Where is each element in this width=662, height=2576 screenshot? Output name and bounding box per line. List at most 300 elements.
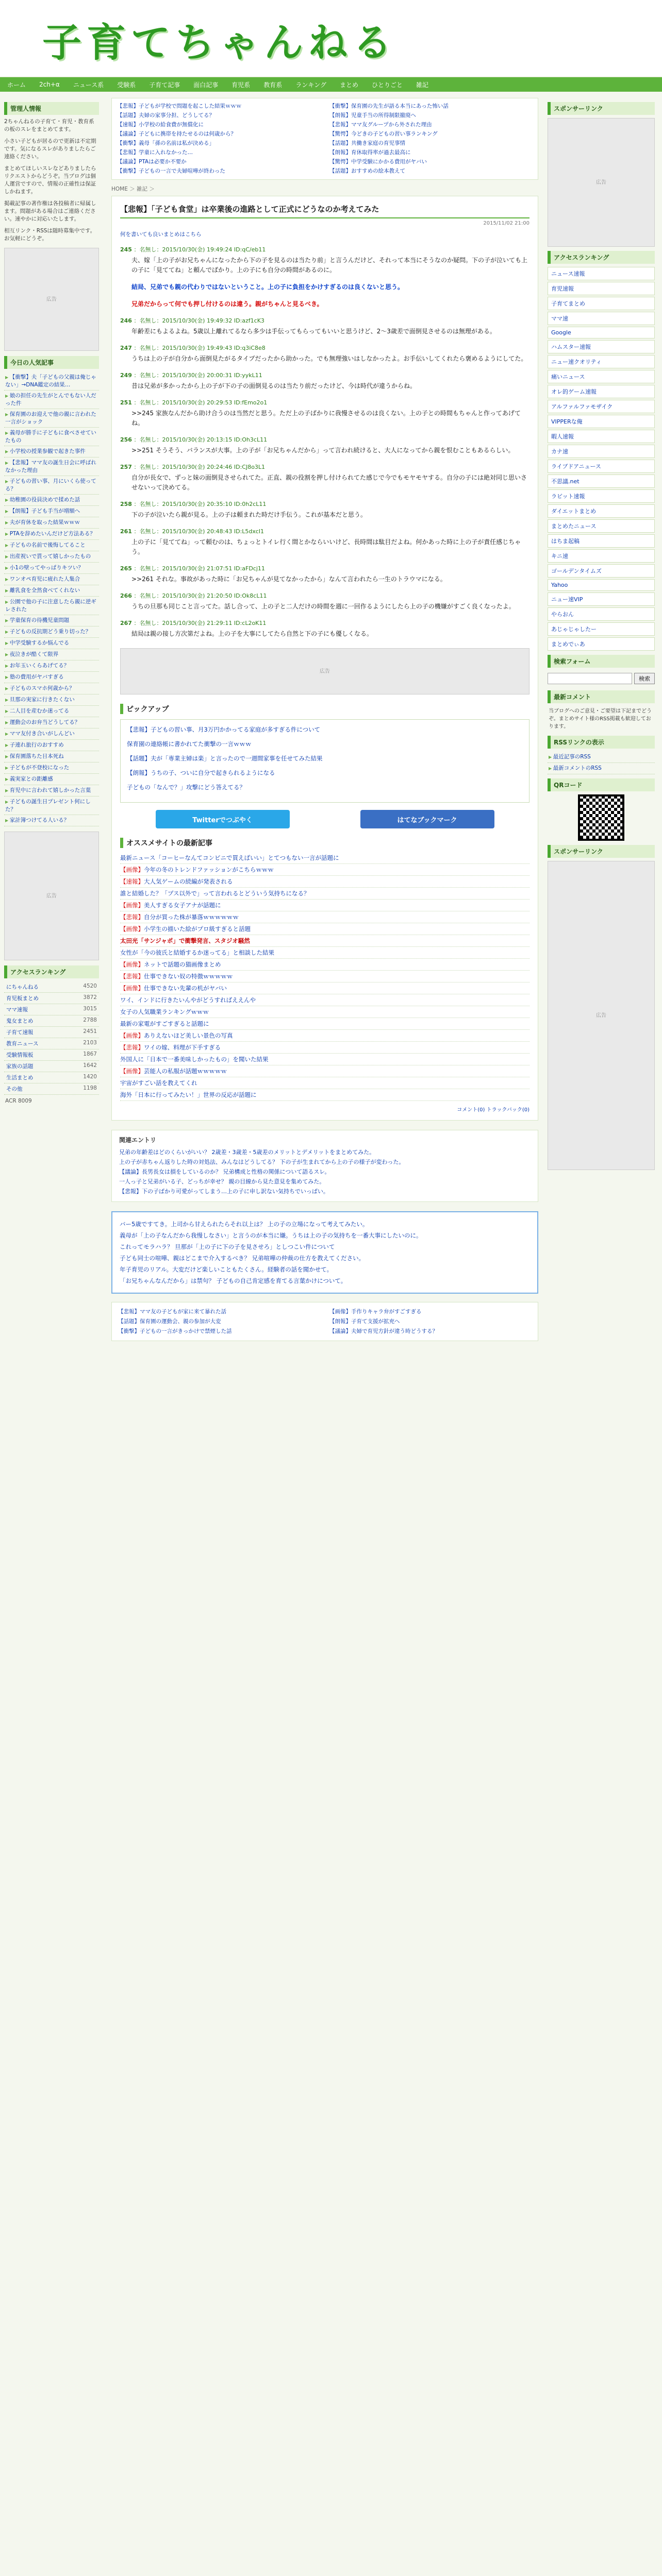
qr-title: QRコード xyxy=(548,778,655,791)
latest-item[interactable]: ▶ 夜泣きが酷くて限界 xyxy=(4,649,99,660)
pickup-item[interactable]: 【話題】夫が「専業主婦は楽」と言ったので一週間家事を任せてみた結果 xyxy=(127,755,323,762)
latest-item[interactable]: ▶ 塾の費用がヤバすぎる xyxy=(4,672,99,683)
latest-item[interactable]: ▶ 子どもが不登校になった xyxy=(4,762,99,774)
mail-text: 当ブログへのご意見・ご要望は下記までどうぞ。まとめサイト様のRSS掲載も歓迎しております。 xyxy=(549,708,652,730)
ad-label: 広告 xyxy=(596,180,606,185)
latest-item[interactable]: ▶ 義実家との距離感 xyxy=(4,774,99,785)
post xyxy=(120,282,529,292)
post-number[interactable]: 251 xyxy=(120,399,132,406)
reco-item[interactable] xyxy=(120,923,529,935)
post-name: 名無し xyxy=(139,528,157,535)
reco-item[interactable] xyxy=(120,852,529,864)
mutual-link[interactable]: アルファルファモザイク xyxy=(548,400,655,413)
rank-item-count: 2451 xyxy=(83,1028,97,1035)
reco-item-text: 最新の家電がすごすぎると話題に xyxy=(120,1020,209,1027)
search-button[interactable]: 検索 xyxy=(634,673,655,684)
post-body: 結局は親の接し方次第だよね。上の子を大事にしてたら自然と下の子にも優しくなる。 xyxy=(131,630,373,637)
latest-item[interactable]: ▶ 小1の壁ってやっぱりキツい？ xyxy=(4,563,99,574)
latest-item[interactable]: ▶ 出産祝いで貰って嬉しかったもの xyxy=(4,551,99,563)
post-body: >>251 そうそう、バランスが大事。上の子が「お兄ちゃんだから」って言われ続けると、大人になってから親を恨むこともあるらしい。 xyxy=(131,447,515,454)
post-body: >>245 家族なんだから助け合うのは当然だと思う。ただ上の子ばかりに我慢させるのは良くない。上の子との時間もちゃんと作ってあげてね。 xyxy=(131,410,521,427)
post xyxy=(120,299,529,309)
profile-text xyxy=(4,118,99,243)
post-header: 257 ：名無し：2015/10/30(金) 20:24:46 ID:CJ8o3L1 xyxy=(120,464,266,470)
mutual-link[interactable]: Google xyxy=(548,327,655,338)
reco-item[interactable] xyxy=(120,982,529,994)
top-link[interactable]: 【悲報】子どもが学校で問題を起こした結果ｗｗｗ xyxy=(117,103,242,109)
reco-item-tag: 【悲報】 xyxy=(120,1044,144,1051)
post-number[interactable]: 267 xyxy=(120,620,132,626)
profile-paragraph: 2ちゃんねるの子育て・育児・教育系の板のスレをまとめてます。 xyxy=(4,118,94,132)
post-header: 246 ：名無し：2015/10/30(金) 19:49:32 ID:azf1cK3 xyxy=(120,317,264,324)
main-content xyxy=(111,98,538,2576)
rank-item-name: 教育ニュース xyxy=(6,1041,39,1047)
related-item[interactable]: 上の子が赤ちゃん返りした時の対処法、みんなはどうしてる？ 下の子が生まれてから上の子の様子が変わった。 xyxy=(119,1159,405,1165)
reco-item-text: 大人気ゲームの続編が発表される xyxy=(144,878,233,885)
rank-item-count: 4520 xyxy=(83,983,97,989)
latest-item[interactable]: ▶ ワンオペ育児に疲れた人集合 xyxy=(4,574,99,585)
latest-item[interactable]: ▶ 保育園落ちた日本死ね xyxy=(4,751,99,762)
nav-item[interactable]: まとめ xyxy=(339,81,358,89)
mutual-link[interactable]: ニュース速報 xyxy=(548,267,655,280)
reco-item[interactable] xyxy=(120,1077,529,1089)
profile-paragraph: 小さい子どもが居るので更新は不定期です。気になるスレがありましたらご連絡ください。 xyxy=(4,138,96,160)
footer-link[interactable]: 【話題】保育園の運動会、親の参加が大変 xyxy=(118,1318,221,1325)
latest-item[interactable]: ▶ 子どもの誕生日プレゼント何にした？ xyxy=(4,796,99,815)
top-link[interactable]: 【議論】PTAは必要か不要か xyxy=(117,159,187,165)
post-name: 名無し xyxy=(139,464,157,470)
pickup-item[interactable]: 子どもの「なんで？」攻撃にどう答えてる？ xyxy=(127,784,245,791)
share-row xyxy=(120,810,529,828)
latest-item[interactable]: ▶ 子連れ旅行のおすすめ xyxy=(4,740,99,751)
rank-item-count: 3872 xyxy=(83,994,97,1001)
reco-item-tag: 【画像】 xyxy=(120,1032,144,1039)
nav-item[interactable]: ランキング xyxy=(295,81,326,89)
mutual-link[interactable]: 暇人速報 xyxy=(548,430,655,443)
mail-title: 最新コメント xyxy=(548,690,655,703)
post-header: 247 ：名無し：2015/10/30(金) 19:49:43 ID:q3iC8e8 xyxy=(120,345,266,351)
pickup-box xyxy=(120,719,529,803)
reco-item[interactable] xyxy=(120,1042,529,1054)
twitter-share-button[interactable]: Twitterでつぶやく xyxy=(156,810,290,828)
ad-label: 広告 xyxy=(596,1013,606,1019)
post xyxy=(120,316,529,336)
latest-item[interactable]: ▶ 娘の担任の先生がとんでもない人だった件 xyxy=(4,391,99,409)
reco-item-text: 最新ニュース「コーヒーなんてコンビニで買えばいい」とてつもない一言が話題に xyxy=(120,854,339,861)
rank-item[interactable] xyxy=(4,981,99,993)
latest-item[interactable]: ▶ 小学校の授業参観で起きた事件 xyxy=(4,446,99,457)
profile-title: 管理人情報 xyxy=(4,102,99,115)
post xyxy=(120,435,529,455)
reco-item[interactable] xyxy=(120,888,529,900)
reco-item[interactable] xyxy=(120,911,529,923)
post-date: 2015/10/30(金) 20:29:53 ID:fEmo2o1 xyxy=(162,399,268,406)
misc-link[interactable]: 何を書いても良いまとめはこちら xyxy=(120,231,202,238)
footer-link[interactable]: 【議論】夫婦で育児方針が違う時どうする？ xyxy=(329,1328,438,1334)
ad-label: 広告 xyxy=(46,297,57,302)
post xyxy=(120,398,529,428)
footer-link-grid xyxy=(111,1302,538,1341)
rank-item[interactable] xyxy=(4,1038,99,1049)
blue-panel-item[interactable]: 子ども同士の喧嘩、親はどこまで介入するべき？ 兄弟喧嘩の仲裁の仕方を教えてください。 xyxy=(120,1255,365,1262)
post xyxy=(120,527,529,557)
mutual-link[interactable]: ライブドアニュース xyxy=(548,460,655,473)
nav-item[interactable]: 雑記 xyxy=(416,81,428,89)
post-number[interactable]: 265 xyxy=(120,565,132,572)
latest-item[interactable]: ▶ ママ友付き合いがしんどい xyxy=(4,728,99,740)
profile-paragraph: 掲載記事の著作権は各投稿者に帰属します。問題がある場合はご連絡ください。速やかに対応いたします。 xyxy=(4,200,96,222)
post-number[interactable]: 261 xyxy=(120,528,132,535)
post xyxy=(120,619,529,639)
post-number[interactable]: 246 xyxy=(120,317,132,324)
blue-panel-item[interactable]: 「お兄ちゃんなんだから」は禁句？ 子どもの自己肯定感を育てる言葉かけについて。 xyxy=(120,1277,347,1284)
rank-item-name: 子育て速報 xyxy=(6,1029,34,1036)
post-number[interactable]: 258 xyxy=(120,501,132,507)
latest-title: 今日の人気記事 xyxy=(4,356,99,369)
mutual-link[interactable]: カナ速 xyxy=(548,445,655,458)
reco-item-text: 小学生の描いた絵がプロ級すぎると話題 xyxy=(144,925,251,933)
reco-item-text: 外国人に「日本で一番美味しかったもの」を聞いた結果 xyxy=(120,1056,269,1063)
related-item[interactable]: 兄弟の年齢差はどのくらいがいい？ 2歳差・3歳差・5歳差のメリットとデメリットをまとめてみた。 xyxy=(119,1149,375,1156)
post-date: 2015/10/30(金) 20:00:31 ID:yykL11 xyxy=(162,372,262,379)
top-link[interactable]: 【悲報】ママ友グループから外された理由 xyxy=(329,122,432,128)
breadcrumb[interactable]: HOME ＞ 雑記 ＞ xyxy=(111,186,155,192)
post-number[interactable]: 257 xyxy=(120,464,132,470)
blue-link-panel xyxy=(111,1211,538,1294)
post-date: 2015/10/30(金) 21:07:51 ID:aFDcj11 xyxy=(162,565,265,572)
mutual-link[interactable]: キニ速 xyxy=(548,549,655,563)
mutual-link[interactable]: やらおん xyxy=(548,607,655,621)
latest-item[interactable]: ▶ 運動会のお弁当どうしてる？ xyxy=(4,717,99,728)
latest-item[interactable]: ▶ 家計簿つけてる人いる？ xyxy=(4,815,99,826)
latest-item[interactable]: ▶ 離乳食を全然食べてくれない xyxy=(4,585,99,597)
rank-item-name: 育児板まとめ xyxy=(6,995,39,1002)
mutual-link[interactable]: はちま起稿 xyxy=(548,534,655,548)
ad-banner[interactable] xyxy=(4,248,99,351)
reco-item-text: ネットで話題の猫画像まとめ xyxy=(144,961,221,968)
rank-item-name: 鬼女まとめ xyxy=(6,1018,34,1024)
rank-item-count: 2103 xyxy=(83,1040,97,1046)
post-list xyxy=(120,245,529,639)
reco-item-tag: 【悲報】 xyxy=(120,973,144,980)
profile-paragraph: まとめてほしいスレなどありましたらリクエストからどうぞ。当ブログは個人運営ですので、情報の正確性は保証しかねます。 xyxy=(4,165,96,195)
post-body: 兄弟だからって何でも押し付けるのは違う。親がちゃんと見るべき。 xyxy=(131,300,323,308)
latest-item[interactable]: ▶ 【衝撃】夫「子どもの父親は俺じゃない」→DNA鑑定の結果… xyxy=(4,372,99,391)
post-date: 2015/10/30(金) 20:48:43 ID:L5dxcI1 xyxy=(162,528,264,535)
rank-item-count: 1198 xyxy=(83,1085,97,1091)
rank-item[interactable] xyxy=(4,1083,99,1095)
reco-item[interactable] xyxy=(120,1018,529,1030)
post-date: 2015/10/30(金) 20:35:10 ID:0h2cL11 xyxy=(162,501,267,507)
mutual-link[interactable]: ニュー速クオリティ xyxy=(548,355,655,368)
post-body: 年齢差にもよるよね。5歳以上離れてるなら多少は手伝ってもらってもいいと思うけど、2〜3歳差で面倒見させるのは無理がある。 xyxy=(131,328,496,335)
related-item[interactable]: 【議論】長男長女は損をしているのか？ 兄弟構成と性格の関係について語るスレ。 xyxy=(119,1168,330,1175)
mutual-link[interactable]: 育児速報 xyxy=(548,282,655,295)
post-number[interactable]: 266 xyxy=(120,592,132,599)
reco-item-text: 美人すぎる女子アナが話題に xyxy=(144,902,221,909)
post-name: 名無し xyxy=(139,565,157,572)
reco-item-text: 今年の冬のトレンドファッションがこちらｗｗｗ xyxy=(144,866,274,873)
reco-item-tag: 【画像】 xyxy=(120,866,144,873)
rank-item-count: 1867 xyxy=(83,1051,97,1057)
latest-item[interactable]: ▶ 公園で他の子に注意したら親に逆ギレされた xyxy=(4,597,99,615)
related-title: 関連エントリ xyxy=(119,1137,157,1144)
reco-item-text: ワイ、インドに行きたいんやがどうすればええんや xyxy=(120,996,256,1004)
post-name: 名無し xyxy=(139,436,157,443)
reco-item-text: ワイの嫁、料理が下手すぎる xyxy=(144,1044,221,1051)
top-link[interactable]: 【速報】小学校の給食費が無償化に xyxy=(117,122,204,128)
reco-item[interactable] xyxy=(120,947,529,959)
global-nav xyxy=(0,77,662,92)
latest-item[interactable]: ▶ 二人目を産むか迷ってる xyxy=(4,706,99,717)
mutual-link[interactable]: ラビット速報 xyxy=(548,489,655,503)
article-ad[interactable] xyxy=(120,648,529,694)
post-name: 名無し xyxy=(139,501,157,507)
related-item[interactable]: 一人っ子と兄弟がいる子、どっちが幸せ？ 親の目線から見た意見を集めてみた。 xyxy=(119,1178,325,1185)
rank-item-count: 1420 xyxy=(83,1074,97,1080)
reco-item-text: 誰と結婚した？「プス以外で」って言われるとどういう気持ちになる？ xyxy=(120,890,310,897)
related-item[interactable]: 【悲報】下の子ばかり可愛がってしまう…上の子に申し訳ない気持ちでいっぱい。 xyxy=(119,1188,329,1195)
sponsor-title: スポンサーリンク xyxy=(548,102,655,115)
reco-item-tag: 【画像】 xyxy=(120,1067,144,1075)
latest-item[interactable]: ▶ 保育園のお迎えで他の親に言われた一言がショック xyxy=(4,409,99,428)
nav-item[interactable]: 育児系 xyxy=(231,81,251,89)
reco-item-tag: 【画像】 xyxy=(120,961,144,968)
ad-label: 広告 xyxy=(320,669,330,674)
post-number[interactable]: 249 xyxy=(120,372,132,379)
reco-item[interactable] xyxy=(120,1054,529,1065)
footer-link[interactable]: 【朗報】子育て支援が拡充へ xyxy=(329,1318,400,1325)
reco-item[interactable] xyxy=(120,900,529,911)
reco-item[interactable] xyxy=(120,959,529,971)
mutual-link[interactable]: ママ速 xyxy=(548,312,655,325)
top-link[interactable]: 【衝撃】子どもの一言で夫婦喧嘩が終わった xyxy=(117,168,225,174)
sponsor-ad[interactable] xyxy=(548,118,655,247)
mutual-link[interactable]: ゴールデンタイムズ xyxy=(548,564,655,578)
pickup-item[interactable]: 【悲報】子どもの習い事、月3万円かかってる家庭が多すぎる件について xyxy=(127,726,321,733)
blue-panel-item[interactable]: 年子育児のリアル。大変だけど楽しいこともたくさん。経験者の話を聞かせて。 xyxy=(120,1266,333,1273)
top-link[interactable]: 【驚愕】今どきの子どもの習い事ランキング xyxy=(329,131,438,137)
mutual-link[interactable]: まとめでぃあ xyxy=(548,637,655,651)
post-header: 265 ：名無し：2015/10/30(金) 21:07:51 ID:aFDcj11 xyxy=(120,565,265,572)
nav-item[interactable]: 子育て記事 xyxy=(149,81,180,89)
article-date: 2015/11/02 21:00 xyxy=(483,221,529,226)
nav-item[interactable]: 面白記事 xyxy=(193,81,219,89)
top-link[interactable]: 【朗報】児童手当の所得制限撤廃へ xyxy=(329,112,416,118)
nav-item[interactable]: 教育系 xyxy=(263,81,283,89)
post-number[interactable]: 247 xyxy=(120,345,132,351)
post-date: 2015/10/30(金) 20:13:15 ID:Oh3cL11 xyxy=(162,436,268,443)
reco-item-text: 女子の人気職業ランキングｗｗｗ xyxy=(120,1008,209,1015)
latest-item[interactable]: ▶ 子どもの名前で後悔してること xyxy=(4,540,99,551)
post-name: 名無し xyxy=(139,620,157,626)
pickup-item[interactable]: 【朗報】うちの子、ついに自分で起きられるようになる xyxy=(127,769,275,776)
latest-item[interactable]: ▶ 義母が勝手に子どもに食べさせていたもの xyxy=(4,428,99,446)
post xyxy=(120,371,529,391)
latest-item[interactable]: ▶ 旦那の実家に行きたくない xyxy=(4,694,99,706)
post-header: 261 ：名無し：2015/10/30(金) 20:48:43 ID:L5dxcI1 xyxy=(120,528,264,535)
reco-item-tag: 【速報】 xyxy=(120,878,144,885)
post-date: 2015/10/30(金) 21:20:50 ID:Ok8cL11 xyxy=(162,592,267,599)
rank-list xyxy=(4,981,99,1095)
post xyxy=(120,500,529,520)
latest-item[interactable]: ▶ 【朗報】子ども手当が増額へ xyxy=(4,506,99,517)
latest-item[interactable]: ▶ 子どもの習い事、月にいくら使ってる？ xyxy=(4,476,99,495)
post xyxy=(120,591,529,612)
rank-item[interactable] xyxy=(4,1015,99,1027)
footer-link[interactable]: 【衝撃】子どもの一言がきっかけで禁煙した話 xyxy=(118,1328,232,1334)
reco-item-tag: 【画像】 xyxy=(120,902,144,909)
reco-item-text: 宇宙がすごい話を教えてくれ xyxy=(120,1079,197,1087)
rank-item-name: その他 xyxy=(6,1086,23,1092)
nav-item[interactable]: 受験系 xyxy=(117,81,136,89)
blue-panel-item[interactable]: これってモラハラ？ 旦那が「上の子に下の子を見させろ」としつこい件について xyxy=(120,1243,335,1250)
reco-item[interactable] xyxy=(120,1065,529,1077)
rss-title: RSSリンクの表示 xyxy=(548,736,655,749)
top-link[interactable]: 【朗報】育休取得率が過去最高に xyxy=(329,149,411,156)
reco-item[interactable] xyxy=(120,876,529,888)
rank-title: アクセスランキング xyxy=(4,965,99,978)
top-link[interactable]: 【悲報】学童に入れなかった… xyxy=(117,149,193,156)
top-link[interactable]: 【話題】共働き家庭の育児事情 xyxy=(329,140,405,146)
mutual-link[interactable]: 痛いニュース xyxy=(548,370,655,383)
reco-item-text: 仕事できない先輩の机がヤバい xyxy=(144,985,227,992)
mutual-link[interactable]: 不思議.net xyxy=(548,474,655,488)
top-link[interactable]: 【驚愕】中学受験にかかる費用がヤバい xyxy=(329,159,427,165)
post-number[interactable]: 256 xyxy=(120,436,132,443)
mutual-link[interactable]: まとめたニュース xyxy=(548,519,655,533)
nav-item[interactable]: ニュース系 xyxy=(73,81,104,89)
site-logo[interactable]: 子育てちゃんねる xyxy=(42,20,397,65)
mutual-link[interactable]: ダイエットまとめ xyxy=(548,504,655,518)
reco-item-text: 自分が買った株が暴落ｗｗｗｗｗｗ xyxy=(144,913,239,921)
ad-label: 広告 xyxy=(46,893,57,899)
search-form xyxy=(548,671,655,686)
latest-item[interactable]: ▶ PTAを辞めたいんだけど方法ある？ xyxy=(4,529,99,540)
left-sidebar xyxy=(0,98,103,2576)
ad-banner-2[interactable] xyxy=(4,832,99,960)
post-body: 下の子が泣いたら親が見る。上の子は頼まれた時だけ手伝う。これが基本だと思う。 xyxy=(131,511,367,518)
post xyxy=(120,245,529,275)
rss-link[interactable]: ▶ 最近記事のRSS xyxy=(548,752,655,763)
rank-item-name: 生活まとめ xyxy=(6,1075,34,1081)
top-link[interactable]: 【話題】夫婦の家事分担、どうしてる？ xyxy=(117,112,214,118)
right-sidebar xyxy=(544,98,658,2576)
post-body: 夫、嫁「上の子がお兄ちゃんになったから下の子を見るのは当たり前」と言うんだけど、それって本当にそうなのか疑問。下の子が泣いても上の子に「見ててね」と頼んでばかり。上の子にも自分の時間があるのに。 xyxy=(131,257,528,274)
latest-item[interactable]: ▶ 育児中に言われて嬉しかった言葉 xyxy=(4,785,99,796)
post-header: 245 ：名無し：2015/10/30(金) 19:49:24 ID:qC/eb11 xyxy=(120,246,266,253)
hatena-bookmark-button[interactable]: はてなブックマーク xyxy=(360,810,494,828)
mutual-link[interactable]: VIPPERな俺 xyxy=(548,415,655,428)
reco-item-tag: 【画像】 xyxy=(120,925,144,933)
post-name: 名無し xyxy=(139,592,157,599)
latest-item[interactable]: ▶ 子どものスマホ何歳から？ xyxy=(4,683,99,694)
post-header: 249 ：名無し：2015/10/30(金) 20:00:31 ID:yykL11 xyxy=(120,372,262,379)
post xyxy=(120,564,529,584)
latest-item[interactable]: ▶ 学童保育の待機児童問題 xyxy=(4,615,99,626)
post-header: 266 ：名無し：2015/10/30(金) 21:20:50 ID:Ok8cL11 xyxy=(120,592,267,599)
footer-link[interactable]: 【悲報】ママ友の子どもが家に来て暴れた話 xyxy=(118,1309,226,1315)
article-footer-links[interactable]: コメント(0) トラックバック(0) xyxy=(457,1107,529,1113)
post-body: うちは上の子が自分から面倒見たがるタイプだったから助かった。でも無理強いはしなかったよ。お手伝いしてくれたら褒めるようにしてた。 xyxy=(131,355,527,362)
reco-item[interactable] xyxy=(120,1089,529,1101)
nav-item[interactable]: ひとりごと xyxy=(371,81,403,89)
latest-item[interactable]: ▶ お年玉いくらあげてる？ xyxy=(4,660,99,672)
rank-item-count: 3015 xyxy=(83,1006,97,1012)
mutual-link[interactable]: あじゃじゃしたー xyxy=(548,622,655,636)
search-input[interactable] xyxy=(548,673,632,684)
post-date: 2015/10/30(金) 21:29:11 ID:cL2oK11 xyxy=(162,620,267,626)
reco-item[interactable] xyxy=(120,971,529,982)
blue-panel-item[interactable]: バー5歳ですてき。上司から甘えられたらそれ以上は？ 上の子の立場になって考えてみたい。 xyxy=(120,1221,369,1228)
rank-item[interactable] xyxy=(4,1061,99,1072)
reco-item[interactable] xyxy=(120,1006,529,1018)
nav-item[interactable]: ホーム xyxy=(7,81,26,89)
sponsor-ad-2[interactable] xyxy=(548,861,655,1170)
reco-item[interactable] xyxy=(120,864,529,876)
latest-item[interactable]: ▶ 中学受験するか悩んでる xyxy=(4,638,99,649)
top-link[interactable]: 【議論】子どもに携帯を持たせるのは何歳から？ xyxy=(117,131,236,137)
footer-link[interactable]: 【画像】手作りキャラ弁がすごすぎる xyxy=(329,1309,422,1315)
top-link[interactable]: 【話題】おすすめの絵本教えて xyxy=(329,168,406,174)
mutual-link[interactable]: 子育てまとめ xyxy=(548,297,655,310)
mutual-links-list xyxy=(548,267,655,651)
rank-item[interactable] xyxy=(4,1072,99,1083)
reco-item-text: 太田光「サンジャポ」で衝撃発言、スタジオ騒然 xyxy=(120,937,250,944)
latest-item[interactable]: ▶ 子どもの反抗期どう乗り切った？ xyxy=(4,626,99,638)
post-body: 結局、兄弟でも親の代わりではないということ。上の子に負担をかけすぎるのは良くないと思う。 xyxy=(131,283,404,291)
post-name: 名無し xyxy=(139,399,157,406)
post-body: うちの旦那も同じこと言ってた。話し合って、上の子と二人だけの時間を週に一回作るようにしたら上の子の機嫌がすごく良くなったよ。 xyxy=(131,603,515,610)
nav-item[interactable]: 2ch+α xyxy=(39,81,60,88)
reco-item[interactable] xyxy=(120,994,529,1006)
rank-item-name: 受験情報板 xyxy=(6,1052,34,1058)
rank-item[interactable] xyxy=(4,993,99,1004)
reco-item[interactable] xyxy=(120,1030,529,1042)
pickup-item[interactable]: 保育園の連絡帳に書かれてた衝撃の一言ｗｗｗ xyxy=(127,740,252,748)
post-header: 258 ：名無し：2015/10/30(金) 20:35:10 ID:0h2cL11 xyxy=(120,501,267,507)
pickup-title: ピックアップ xyxy=(120,704,529,714)
post-name: 名無し xyxy=(139,317,157,324)
post-number[interactable]: 245 xyxy=(120,246,132,253)
mutual-link[interactable]: Yahoo xyxy=(548,579,655,591)
related-entries xyxy=(111,1130,538,1202)
rss-link[interactable]: ▶ 最新コメントのRSS xyxy=(548,763,655,774)
reco-title: オススメサイトの最新記事 xyxy=(120,838,529,848)
post-date: 2015/10/30(金) 19:49:32 ID:azf1cK3 xyxy=(162,317,264,324)
top-link[interactable]: 【衝撃】義母「孫の名前は私が決める」 xyxy=(117,140,214,146)
mutual-link[interactable]: ニュー速VIP xyxy=(548,592,655,606)
rank-item[interactable] xyxy=(4,1027,99,1038)
rank-item-name: ママ速報 xyxy=(6,1007,28,1013)
qr-code-icon xyxy=(578,794,624,841)
rank-item[interactable] xyxy=(4,1004,99,1015)
mutual-link[interactable]: ハムスター速報 xyxy=(548,340,655,353)
post-header: 256 ：名無し：2015/10/30(金) 20:13:15 ID:Oh3cL11 xyxy=(120,436,268,443)
latest-item[interactable]: ▶ 夫が育休を取った結果ｗｗｗ xyxy=(4,517,99,529)
article-title: 【悲報】「子ども食堂」は卒業後の進路として正式にどうなのか考えてみた xyxy=(120,204,529,218)
post-date: 2015/10/30(金) 19:49:24 ID:qC/eb11 xyxy=(162,246,266,253)
latest-item[interactable]: ▶ 【悲報】ママ友の誕生日会に呼ばれなかった理由 xyxy=(4,457,99,476)
rank-item[interactable] xyxy=(4,1049,99,1061)
reco-item[interactable] xyxy=(120,935,529,947)
top-link[interactable]: 【衝撃】保育園の先生が語る本当にあった怖い話 xyxy=(329,103,449,109)
mutual-link[interactable]: オレ的ゲーム速報 xyxy=(548,385,655,398)
blue-panel-item[interactable]: 義母が「上の子なんだから我慢しなさい」と言うのが本当に嫌。うちは上の子の気持ちを一番大事にしたいのに。 xyxy=(120,1232,422,1239)
latest-item[interactable]: ▶ 幼稚園の役員決めで揉めた話 xyxy=(4,495,99,506)
reco-item-tag: 【画像】 xyxy=(120,985,144,992)
post-header: 267 ：名無し：2015/10/30(金) 21:29:11 ID:cL2oK11 xyxy=(120,620,267,626)
